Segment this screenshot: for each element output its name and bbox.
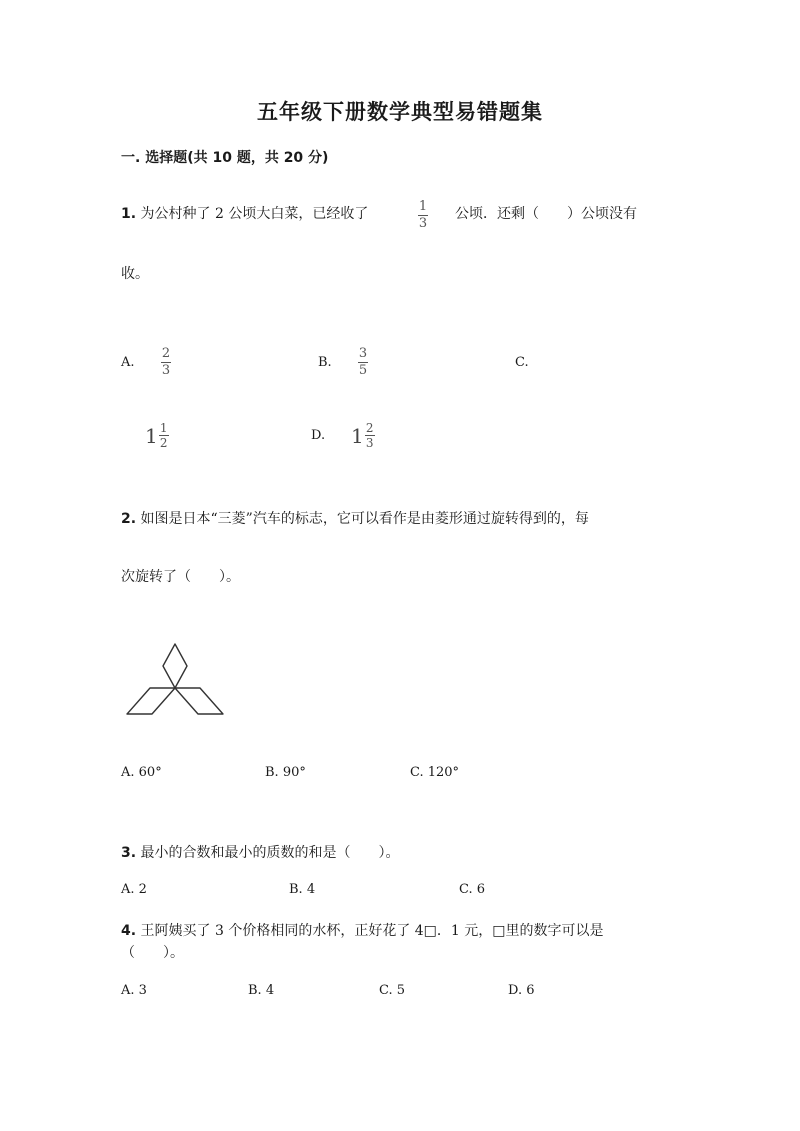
q1-option-d-mixed-number [351, 422, 375, 449]
q2-option-b: B. 90° [265, 765, 306, 780]
question-1-fraction [418, 200, 428, 231]
q1-option-c-mixed-number [145, 422, 169, 449]
fraction-denominator: 3 [365, 436, 374, 450]
question-1-number: 1. [121, 206, 137, 222]
question-1-text-c: 收。 [121, 266, 149, 282]
mixed-whole: 1 [351, 423, 364, 448]
q1-option-c-label: C. [515, 355, 529, 370]
top-rhombus [163, 644, 187, 688]
mitsubishi-logo-figure [122, 642, 232, 722]
q1-option-d-label: D. [311, 428, 326, 443]
q4-option-c: C. 5 [379, 983, 406, 998]
question-2-text-b: 次旋转了（ ）。 [121, 569, 240, 585]
section-heading: 一. 选择题(共 10 题，共 20 分) [121, 150, 329, 166]
question-2-text-a: 如图是日本“三菱”汽车的标志，它可以看作是由菱形通过旋转得到的，每 [140, 511, 589, 527]
q4-option-b: B. 4 [248, 983, 275, 998]
fraction-numerator: 3 [358, 346, 368, 361]
fraction-numerator: 1 [418, 199, 428, 214]
fraction-numerator: 2 [365, 421, 374, 435]
question-1-text-b: 公顷．还剩（ ）公顷没有 [455, 206, 637, 222]
right-rhombus [175, 688, 223, 714]
q3-option-c: C. 6 [459, 882, 486, 897]
question-3-number: 3. [121, 845, 137, 861]
question-4-line-1 [121, 920, 604, 940]
q1-option-a-label: A. [121, 355, 135, 370]
q2-option-c: C. 120° [410, 765, 460, 780]
fraction-denominator: 3 [161, 363, 171, 378]
question-3-text: 最小的合数和最小的质数的和是（ ）。 [140, 845, 400, 861]
page-title: 五年级下册数学典型易错题集 [257, 100, 543, 124]
q3-option-a: A. 2 [121, 882, 147, 897]
mixed-fraction [365, 422, 375, 449]
question-4-number: 4. [121, 923, 137, 939]
question-3-line [121, 842, 400, 862]
q4-option-a: A. 3 [121, 983, 147, 998]
question-2-number: 2. [121, 511, 137, 527]
q1-option-b-fraction [358, 347, 368, 378]
q3-option-b: B. 4 [289, 882, 316, 897]
q1-option-a-fraction [161, 347, 171, 378]
left-rhombus [127, 688, 175, 714]
fraction-denominator: 3 [418, 216, 428, 231]
fraction-denominator: 5 [358, 363, 368, 378]
q1-option-b-label: B. [318, 355, 332, 370]
question-2-line-1 [121, 508, 589, 528]
fraction-numerator: 2 [161, 346, 171, 361]
question-1-line-1 [121, 203, 368, 223]
question-1-text-a: 为公村种了 2 公顷大白菜，已经收了 [140, 206, 369, 222]
q4-option-d: D. 6 [508, 983, 535, 998]
fraction-denominator: 2 [159, 436, 168, 450]
question-4-text-a: 王阿姨买了 3 个价格相同的水杯，正好花了 4□．1 元，□里的数字可以是 [140, 923, 604, 939]
fraction-numerator: 1 [159, 421, 168, 435]
mixed-fraction [159, 422, 169, 449]
q2-option-a: A. 60° [121, 765, 162, 780]
mixed-whole: 1 [145, 423, 158, 448]
question-4-text-b: （ ）。 [121, 945, 184, 961]
